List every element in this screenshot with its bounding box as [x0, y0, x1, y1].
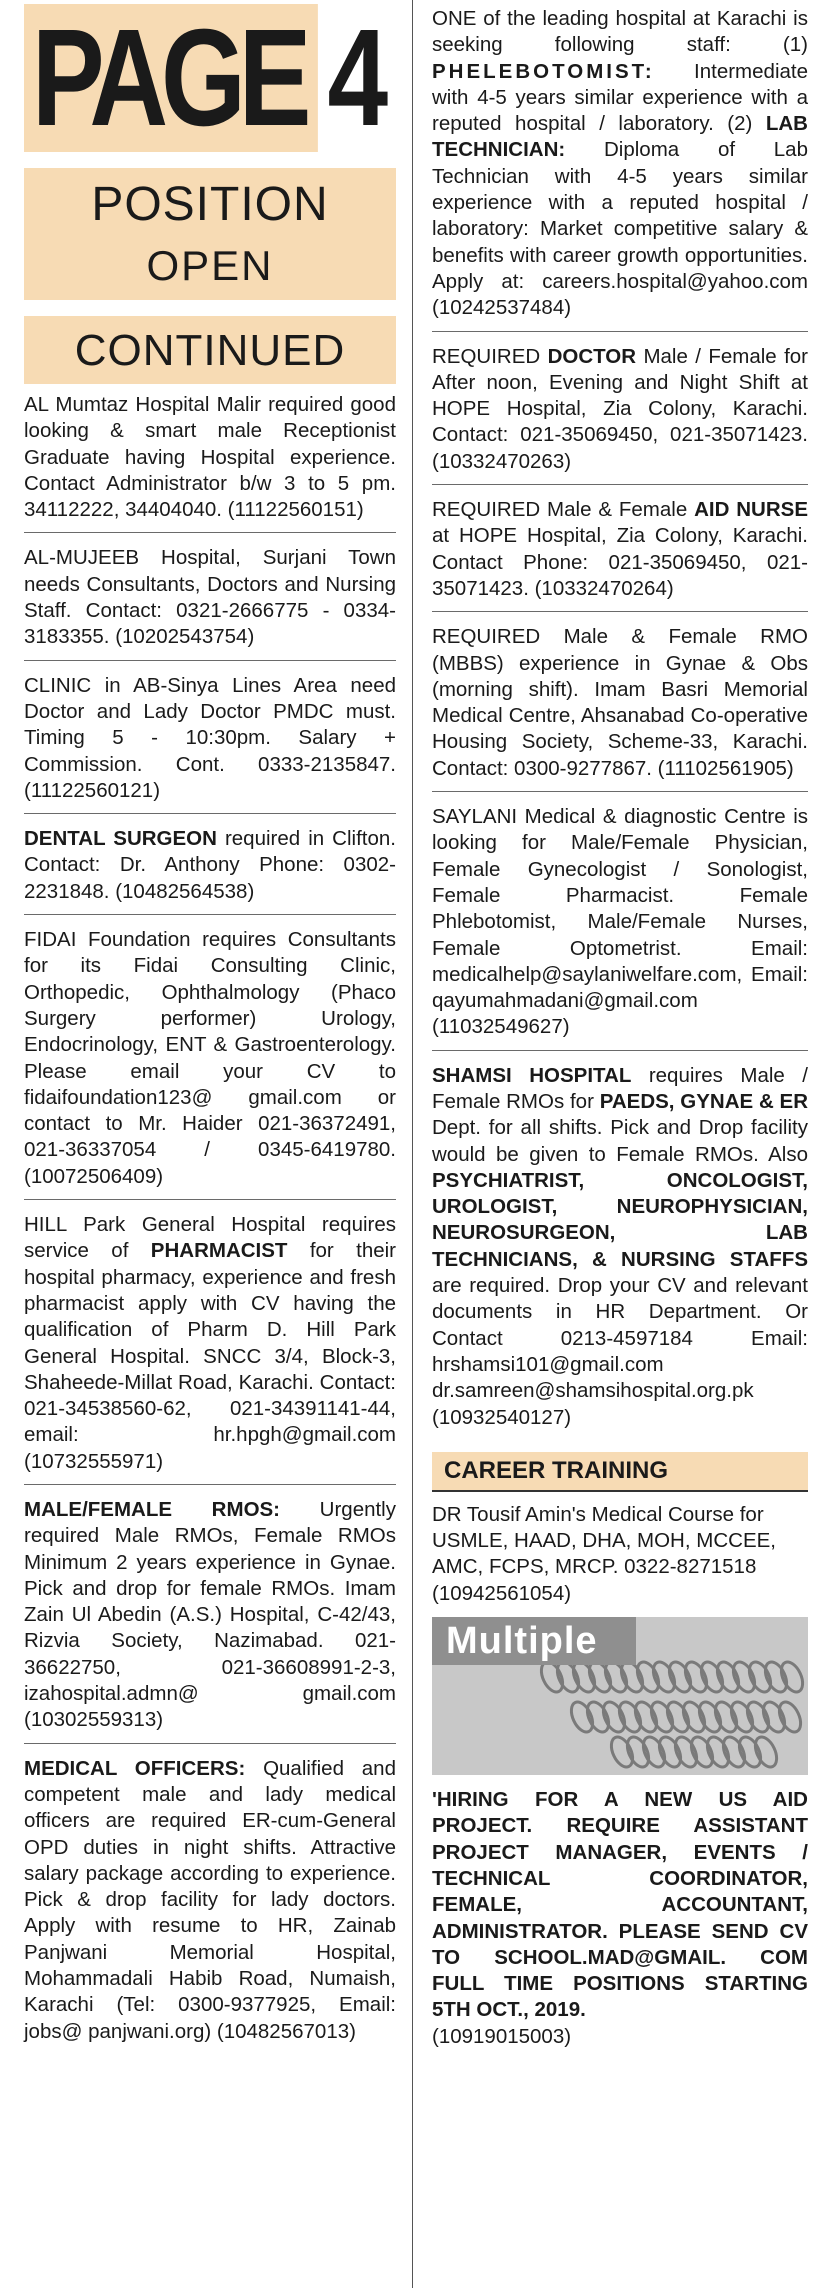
ad-text: REQUIRED Male & Female RMO (MBBS) experience in Gynae & Obs (morning shift). Imam Basri Memorial Medical Centre, Ahsanabad Co-operative Housing Society, Scheme-33, Karachi. Contact: 0300-9277867. (11102561905) — [432, 625, 808, 780]
open-heading: OPEN — [146, 242, 274, 289]
ad-text: are required. Drop your CV and relevant documents in HR Department. Or Contact 0213-4597184 Email: hrshamsi101@gmail.com dr.samreen@shamsihospital.org.pk (10932540127) — [432, 1274, 808, 1429]
ad-text: REQUIRED — [432, 344, 548, 368]
classified-ad — [432, 616, 808, 792]
classified-ad — [432, 796, 808, 1051]
ad-text: HILL Park General Hospital requires service of — [24, 1213, 396, 1263]
ad-text: requires Male / Female RMOs for — [432, 1063, 809, 1113]
classified-ad — [24, 818, 396, 915]
ad-heading: PAEDS, GYNAE & ER — [599, 1089, 808, 1113]
classified-ad — [432, 0, 808, 332]
ad-reference: (10919015003) — [432, 2024, 572, 2048]
ad-text: AL-MUJEEB Hospital, Surjani Town needs Consultants, Doctors and Nursing Staff. Contact: 0321-2666775 - 0334-3183355. (10202543754) — [24, 546, 396, 649]
multiple-banner — [432, 1617, 808, 1775]
ad-text: FIDAI Foundation requires Consultants for its Fidai Consulting Clinic, Orthopedic, Ophthalmology (Phaco Surgery performer) Urology, Endocrinology, ENT & Gastroenterology. Please email your CV to fidaifoundation123@ gmail.com or contact to Mr. Haider 021-36372491, 021-36337054 / 0345-6419780. (10072506409) — [24, 928, 396, 1188]
ad-text: required in Clifton. Contact: Dr. Anthony Phone: 0302-2231848. (10482564538) — [24, 827, 396, 903]
classified-ad — [24, 1204, 396, 1485]
ad-text: REQUIRED Male & Female — [432, 498, 695, 522]
classified-ad — [24, 1748, 396, 2054]
classified-ad — [24, 919, 396, 1200]
ad-text: Intermediate with 4-5 years similar experience with a reputed hospital / laboratory. (2) — [432, 59, 808, 136]
ad-text: 'HIRING FOR A NEW US AID PROJECT. REQUIRE ASSISTANT PROJECT MANAGER, EVENTS / TECHNICAL COORDINATOR, FEMALE, ACCOUNTANT, ADMINISTRATOR. PLEASE SEND CV TO SCHOOL.MAD@GMAIL. COM FULL TIME POSITIONS STARTING 5TH OCT., 2019. — [432, 1788, 808, 2022]
position-heading: POSITION — [91, 178, 329, 231]
page-title: PAGE 4 — [24, 4, 318, 152]
ad-heading: PSYCHIATRIST, ONCOLOGIST, UROLOGIST, NEUROPHYSICIAN, NEUROSURGEON, LAB TECHNICIANS, & NURSING STAFFS — [432, 1168, 808, 1271]
ad-text: for their hospital pharmacy, experience and fresh pharmacist apply with CV having the qualification of Pharm D. Hill Park General Hospital. SNCC 3/4, Block-3, Shaheede-Millat Road, Karachi. Contact: 021-34538560-62, 021-34391141-44, email: hr.hpgh@gmail.com (10732555971) — [24, 1239, 396, 1473]
ad-heading: MEDICAL OFFICERS: — [24, 1756, 246, 1780]
ad-heading: MALE/FEMALE RMOS: — [24, 1497, 281, 1521]
ad-heading: SHAMSI HOSPITAL — [432, 1063, 632, 1087]
classified-ad — [24, 537, 396, 660]
ad-heading: PHARMACIST — [150, 1239, 288, 1263]
career-training-ad: DR Tousif Amin's Medical Course for USMLE, HAAD, DHA, MOH, MCCEE, AMC, FCPS, MRCP. 0322-8271518 (10942561054) — [432, 1502, 776, 1605]
classified-ad — [24, 665, 396, 814]
classified-ad — [432, 1055, 808, 1440]
ad-text: Dept. for all shifts. Pick and Drop facility would be given to Female RMOs. Also — [432, 1116, 808, 1166]
ad-heading: DENTAL SURGEON — [24, 827, 217, 851]
right-column — [432, 0, 808, 2050]
classified-ad — [432, 336, 808, 485]
ad-heading: LAB TECHNICIAN: — [432, 112, 808, 162]
left-column — [24, 0, 396, 2058]
ad-text: CLINIC in AB-Sinya Lines Area need Doctor and Lady Doctor PMDC must. Timing 5 - 10:30pm. Salary + Commission. Cont. 0333-2135847. (11122560121) — [24, 673, 396, 802]
classified-ad — [24, 384, 396, 533]
hiring-ad — [432, 1787, 808, 2024]
ad-text: Diploma of Lab Technician with 4-5 years similar experience with a reputed hospital / laboratory: Market competitive salary & benefits with career growth opportunities. Apply at: careers.hospital@yahoo.com (10242537484) — [432, 138, 808, 320]
career-training-heading: CAREER TRAINING — [432, 1452, 808, 1492]
ad-heading: DOCTOR — [547, 344, 637, 368]
classified-ad — [24, 1489, 396, 1744]
ad-text: ONE of the leading hospital at Karachi is seeking following staff: (1) — [432, 7, 808, 57]
classified-ad — [432, 489, 808, 612]
ad-text: Urgently required Male RMOs, Female RMOs Minimum 2 years experience in Gynae. Pick and drop for female RMOs. Imam Zain Ul Abedin (A.S.) Hospital, C-42/43, Rizvia Society, Nazimabad. 021-36622750, 021-36608991-2-3, izahospital.admn@ gmail.com (10302559313) — [24, 1497, 396, 1732]
ad-text: at HOPE Hospital, Zia Colony, Karachi. Contact Phone: 021-35069450, 021-35071423. (10332470264) — [432, 524, 808, 600]
ad-text: Qualified and competent male and lady medical officers are required ER-cum-General OPD duties in night shifts. Attractive salary package according to experience. Pick & drop facility for lady doctors. Apply with resume to HR, Zainab Panjwani Memorial Hospital, Mohammadali Habib Road, Numaish, Karachi (Tel: 0300-9377925, Email: jobs@ panjwani.org) (10482567013) — [24, 1756, 396, 2043]
continued-heading: CONTINUED — [24, 316, 396, 384]
ad-heading: PHELEBOTOMIST: — [432, 59, 655, 83]
ad-heading: AID NURSE — [694, 498, 808, 522]
position-open-box — [24, 168, 396, 300]
multiple-title: Multiple — [432, 1617, 636, 1665]
column-divider — [412, 0, 413, 2288]
ad-text: AL Mumtaz Hospital Malir required good looking & smart male Receptionist Graduate having Hospital experience. Contact Administrator b/w 3 to 5 pm. 34112222, 34404040. (11122560151) — [24, 393, 396, 522]
ad-text: Male / Female for After noon, Evening and Night Shift at HOPE Hospital, Zia Colony, Karachi. Contact: 021-35069450, 021-35071423. (10332470263) — [432, 344, 808, 473]
ad-text: SAYLANI Medical & diagnostic Centre is looking for Male/Female Physician, Female Gynecologist / Sonologist, Female Pharmacist. Female Phlebotomist, Male/Female Nurses, Female Optometrist. Email: medicalhelp@saylaniwelfare.com, Email: qayumahmadani@gmail.com (11032549627) — [432, 805, 808, 1039]
